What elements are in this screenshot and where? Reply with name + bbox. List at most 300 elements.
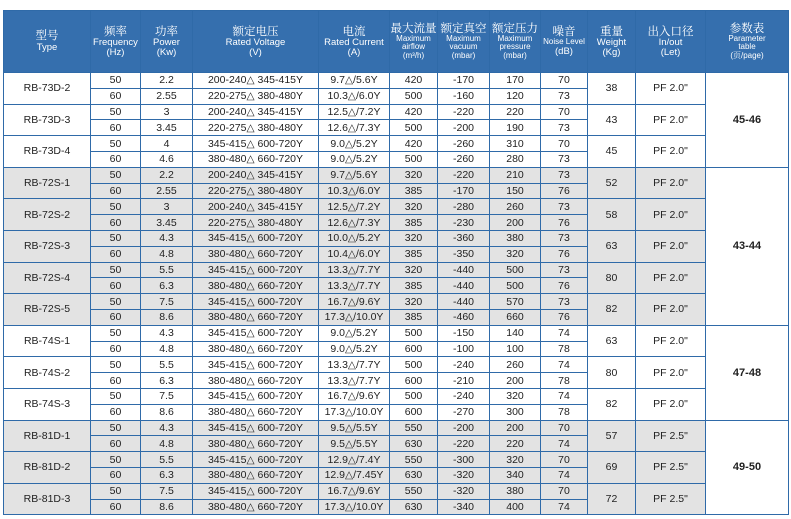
cell-pressure: 400	[490, 499, 541, 515]
inout-cell: PF 2.0"	[636, 230, 706, 262]
header-vacuum-en2: vacuum	[449, 42, 478, 52]
weight-cell: 80	[588, 262, 636, 294]
cell-power: 8.6	[141, 309, 193, 325]
cell-power: 8.6	[141, 404, 193, 420]
header-type-en: Type	[36, 41, 58, 53]
cell-pressure: 150	[490, 183, 541, 199]
header-airflow-unit: (m³/h)	[402, 50, 425, 60]
header-vacuum-cn: 额定真空	[440, 22, 487, 35]
cell-airflow: 550	[390, 420, 438, 436]
cell-power: 6.3	[141, 373, 193, 389]
cell-freq: 50	[91, 452, 141, 468]
cell-power: 6.3	[141, 467, 193, 483]
header-pressure-en2: pressure	[499, 42, 531, 52]
model-type-cell: RB-81D-1	[4, 420, 91, 452]
header-inout-unit: (Let)	[660, 46, 681, 58]
cell-freq: 50	[91, 388, 141, 404]
cell-power: 5.5	[141, 357, 193, 373]
cell-airflow: 320	[390, 167, 438, 183]
cell-noise: 70	[541, 104, 588, 120]
cell-vacuum: -100	[438, 341, 490, 357]
cell-freq: 50	[91, 262, 141, 278]
cell-pressure: 210	[490, 167, 541, 183]
cell-pressure: 260	[490, 357, 541, 373]
model-type-cell: RB-74S-2	[4, 357, 91, 389]
cell-current: 17.3△/10.0Y	[319, 404, 390, 420]
cell-vacuum: -280	[438, 199, 490, 215]
cell-vacuum: -200	[438, 420, 490, 436]
cell-power: 8.6	[141, 499, 193, 515]
table-row	[4, 357, 789, 373]
cell-noise: 70	[541, 420, 588, 436]
cell-airflow: 630	[390, 467, 438, 483]
weight-cell: 38	[588, 73, 636, 105]
cell-power: 2.2	[141, 167, 193, 183]
cell-airflow: 385	[390, 246, 438, 262]
cell-vacuum: -210	[438, 373, 490, 389]
cell-freq: 60	[91, 499, 141, 515]
cell-noise: 76	[541, 278, 588, 294]
header-vacuum-en1: Maximum	[446, 33, 481, 43]
header-pressure-en1: Maximum	[497, 33, 533, 43]
table-row	[4, 325, 789, 341]
cell-current: 12.6△/7.3Y	[319, 215, 390, 231]
cell-noise: 74	[541, 467, 588, 483]
cell-freq: 50	[91, 104, 141, 120]
cell-freq: 60	[91, 215, 141, 231]
cell-voltage: 345-415△ 600-720Y	[193, 452, 319, 468]
table-row	[4, 199, 789, 215]
cell-freq: 60	[91, 246, 141, 262]
cell-current: 10.3△/6.0Y	[319, 88, 390, 104]
header-current-unit: (A)	[347, 46, 361, 58]
cell-noise: 73	[541, 230, 588, 246]
header-voltage-en: Rated Voltage	[225, 36, 286, 48]
model-type-cell: RB-73D-3	[4, 104, 91, 136]
cell-current: 16.7△/9.6Y	[319, 294, 390, 310]
cell-voltage: 200-240△ 345-415Y	[193, 73, 319, 89]
cell-pressure: 190	[490, 120, 541, 136]
cell-current: 9.7△/5.6Y	[319, 73, 390, 89]
cell-freq: 50	[91, 325, 141, 341]
cell-vacuum: -240	[438, 357, 490, 373]
header-current-cn: 电流	[342, 25, 366, 38]
header-noise-unit: (dB)	[555, 45, 573, 57]
inout-cell: PF 2.0"	[636, 325, 706, 357]
cell-vacuum: -300	[438, 452, 490, 468]
cell-airflow: 500	[390, 388, 438, 404]
cell-freq: 50	[91, 420, 141, 436]
header-frequency-cn: 频率	[104, 25, 127, 38]
cell-airflow: 420	[390, 73, 438, 89]
cell-voltage: 220-275△ 380-480Y	[193, 215, 319, 231]
header-inout-cn: 出入口径	[647, 25, 694, 38]
cell-airflow: 385	[390, 183, 438, 199]
header-weight-cn: 重量	[600, 25, 623, 38]
cell-vacuum: -200	[438, 120, 490, 136]
cell-freq: 60	[91, 151, 141, 167]
header-frequency-en: Frequency	[93, 36, 138, 48]
cell-power: 4.8	[141, 341, 193, 357]
header-vacuum	[438, 11, 490, 73]
cell-vacuum: -320	[438, 483, 490, 499]
cell-current: 10.0△/5.2Y	[319, 230, 390, 246]
cell-power: 3.45	[141, 215, 193, 231]
cell-pressure: 100	[490, 341, 541, 357]
inout-cell: PF 2.5"	[636, 483, 706, 515]
cell-noise: 76	[541, 246, 588, 262]
cell-noise: 70	[541, 73, 588, 89]
cell-power: 5.5	[141, 452, 193, 468]
inout-cell: PF 2.0"	[636, 167, 706, 199]
cell-vacuum: -270	[438, 404, 490, 420]
cell-voltage: 345-415△ 600-720Y	[193, 388, 319, 404]
weight-cell: 58	[588, 199, 636, 231]
header-voltage-unit: (V)	[249, 46, 262, 58]
cell-voltage: 380-480△ 660-720Y	[193, 499, 319, 515]
header-pressure-unit: (mbar)	[503, 50, 527, 60]
cell-power: 4.8	[141, 246, 193, 262]
cell-voltage: 345-415△ 600-720Y	[193, 230, 319, 246]
cell-pressure: 320	[490, 452, 541, 468]
cell-airflow: 600	[390, 341, 438, 357]
model-type-cell: RB-74S-3	[4, 388, 91, 420]
model-type-cell: RB-74S-1	[4, 325, 91, 357]
cell-freq: 50	[91, 199, 141, 215]
cell-noise: 76	[541, 309, 588, 325]
model-type-cell: RB-72S-1	[4, 167, 91, 199]
weight-cell: 82	[588, 388, 636, 420]
header-power-unit: (Kw)	[156, 46, 177, 58]
inout-cell: PF 2.0"	[636, 104, 706, 136]
cell-freq: 60	[91, 309, 141, 325]
cell-voltage: 345-415△ 600-720Y	[193, 483, 319, 499]
cell-current: 13.3△/7.7Y	[319, 278, 390, 294]
model-type-cell: RB-81D-2	[4, 452, 91, 484]
cell-voltage: 380-480△ 660-720Y	[193, 467, 319, 483]
header-airflow-en1: Maximum	[396, 33, 431, 43]
cell-pressure: 280	[490, 151, 541, 167]
header-current-en: Rated Current	[324, 36, 384, 48]
weight-cell: 82	[588, 294, 636, 326]
cell-power: 7.5	[141, 483, 193, 499]
header-voltage-cn: 额定电压	[232, 25, 279, 38]
cell-freq: 50	[91, 136, 141, 152]
cell-power: 3	[141, 104, 193, 120]
header-param-en2: table	[738, 42, 756, 52]
cell-vacuum: -460	[438, 309, 490, 325]
cell-current: 12.9△/7.4Y	[319, 452, 390, 468]
header-frequency	[91, 11, 141, 73]
cell-airflow: 630	[390, 499, 438, 515]
header-weight-unit: (Kg)	[602, 46, 621, 58]
cell-freq: 50	[91, 73, 141, 89]
cell-freq: 50	[91, 230, 141, 246]
cell-vacuum: -150	[438, 325, 490, 341]
cell-noise: 78	[541, 373, 588, 389]
inout-cell: PF 2.0"	[636, 199, 706, 231]
cell-voltage: 380-480△ 660-720Y	[193, 436, 319, 452]
cell-pressure: 220	[490, 436, 541, 452]
table-row	[4, 294, 789, 310]
cell-airflow: 320	[390, 199, 438, 215]
cell-vacuum: -340	[438, 499, 490, 515]
cell-vacuum: -170	[438, 73, 490, 89]
header-pressure	[490, 11, 541, 73]
model-type-cell: RB-72S-5	[4, 294, 91, 326]
weight-cell: 57	[588, 420, 636, 452]
cell-power: 4	[141, 136, 193, 152]
weight-cell: 43	[588, 104, 636, 136]
cell-power: 2.55	[141, 88, 193, 104]
cell-current: 12.5△/7.2Y	[319, 104, 390, 120]
model-type-cell: RB-81D-3	[4, 483, 91, 515]
cell-current: 16.7△/9.6Y	[319, 388, 390, 404]
cell-noise: 74	[541, 357, 588, 373]
cell-noise: 73	[541, 151, 588, 167]
cell-pressure: 140	[490, 325, 541, 341]
cell-current: 9.0△/5.2Y	[319, 136, 390, 152]
cell-current: 9.0△/5.2Y	[319, 325, 390, 341]
cell-current: 13.3△/7.7Y	[319, 262, 390, 278]
cell-airflow: 600	[390, 373, 438, 389]
cell-voltage: 220-275△ 380-480Y	[193, 88, 319, 104]
table-body	[4, 73, 789, 515]
cell-noise: 76	[541, 183, 588, 199]
cell-noise: 74	[541, 388, 588, 404]
cell-noise: 73	[541, 199, 588, 215]
cell-voltage: 345-415△ 600-720Y	[193, 357, 319, 373]
header-parameter-table	[706, 11, 789, 73]
cell-power: 7.5	[141, 388, 193, 404]
inout-cell: PF 2.0"	[636, 357, 706, 389]
cell-freq: 60	[91, 341, 141, 357]
cell-current: 16.7△/9.6Y	[319, 483, 390, 499]
cell-airflow: 550	[390, 452, 438, 468]
header-vacuum-unit: (mbar)	[451, 50, 476, 60]
header-frequency-unit: (Hz)	[106, 46, 125, 58]
parameter-table	[3, 10, 789, 515]
cell-vacuum: -240	[438, 388, 490, 404]
cell-pressure: 170	[490, 73, 541, 89]
table-row	[4, 262, 789, 278]
cell-airflow: 500	[390, 151, 438, 167]
cell-power: 4.3	[141, 420, 193, 436]
cell-current: 13.3△/7.7Y	[319, 373, 390, 389]
cell-airflow: 550	[390, 483, 438, 499]
cell-vacuum: -230	[438, 215, 490, 231]
table-row	[4, 136, 789, 152]
cell-voltage: 345-415△ 600-720Y	[193, 136, 319, 152]
cell-power: 6.3	[141, 278, 193, 294]
cell-noise: 70	[541, 136, 588, 152]
cell-voltage: 380-480△ 660-720Y	[193, 278, 319, 294]
inout-cell: PF 2.0"	[636, 136, 706, 168]
header-current	[319, 11, 390, 73]
header-inout-en: In/out	[658, 36, 683, 48]
cell-voltage: 380-480△ 660-720Y	[193, 341, 319, 357]
cell-vacuum: -440	[438, 278, 490, 294]
cell-voltage: 220-275△ 380-480Y	[193, 120, 319, 136]
cell-noise: 78	[541, 341, 588, 357]
cell-noise: 73	[541, 120, 588, 136]
cell-freq: 50	[91, 167, 141, 183]
model-type-cell: RB-72S-3	[4, 230, 91, 262]
cell-vacuum: -220	[438, 436, 490, 452]
table-row	[4, 73, 789, 89]
cell-pressure: 320	[490, 388, 541, 404]
inout-cell: PF 2.0"	[636, 388, 706, 420]
cell-current: 17.3△/10.0Y	[319, 309, 390, 325]
cell-current: 9.0△/5.2Y	[319, 341, 390, 357]
cell-freq: 50	[91, 483, 141, 499]
cell-pressure: 200	[490, 215, 541, 231]
cell-voltage: 200-240△ 345-415Y	[193, 199, 319, 215]
model-type-cell: RB-73D-2	[4, 73, 91, 105]
cell-current: 12.6△/7.3Y	[319, 120, 390, 136]
header-row	[4, 11, 789, 73]
cell-pressure: 120	[490, 88, 541, 104]
page-ref-cell: 49-50	[706, 420, 789, 515]
cell-freq: 60	[91, 404, 141, 420]
cell-pressure: 340	[490, 467, 541, 483]
table-row	[4, 388, 789, 404]
model-type-cell: RB-73D-4	[4, 136, 91, 168]
header-weight-en: Weight	[596, 36, 627, 48]
cell-airflow: 320	[390, 262, 438, 278]
header-type	[4, 11, 91, 73]
cell-power: 4.3	[141, 230, 193, 246]
cell-freq: 60	[91, 467, 141, 483]
cell-pressure: 200	[490, 420, 541, 436]
cell-freq: 60	[91, 88, 141, 104]
cell-pressure: 300	[490, 404, 541, 420]
cell-voltage: 345-415△ 600-720Y	[193, 294, 319, 310]
table-row	[4, 452, 789, 468]
cell-power: 2.55	[141, 183, 193, 199]
cell-current: 12.5△/7.2Y	[319, 199, 390, 215]
weight-cell: 69	[588, 452, 636, 484]
cell-airflow: 630	[390, 436, 438, 452]
cell-freq: 50	[91, 294, 141, 310]
header-airflow-en2: airflow	[401, 42, 426, 52]
cell-power: 7.5	[141, 294, 193, 310]
table-row	[4, 104, 789, 120]
cell-voltage: 200-240△ 345-415Y	[193, 167, 319, 183]
header-noise-cn: 噪音	[552, 26, 576, 39]
cell-airflow: 385	[390, 278, 438, 294]
header-inout	[636, 11, 706, 73]
cell-pressure: 220	[490, 104, 541, 120]
cell-noise: 76	[541, 215, 588, 231]
cell-pressure: 500	[490, 278, 541, 294]
header-noise-en: Noise Level	[543, 37, 585, 47]
cell-voltage: 380-480△ 660-720Y	[193, 404, 319, 420]
cell-voltage: 380-480△ 660-720Y	[193, 373, 319, 389]
weight-cell: 63	[588, 230, 636, 262]
inout-cell: PF 2.0"	[636, 294, 706, 326]
cell-pressure: 260	[490, 199, 541, 215]
cell-current: 12.9△/7.45Y	[319, 467, 390, 483]
cell-freq: 60	[91, 373, 141, 389]
header-airflow-cn: 最大流量	[390, 22, 437, 35]
cell-freq: 60	[91, 183, 141, 199]
cell-power: 4.3	[141, 325, 193, 341]
cell-voltage: 200-240△ 345-415Y	[193, 104, 319, 120]
cell-current: 9.5△/5.5Y	[319, 420, 390, 436]
cell-vacuum: -440	[438, 294, 490, 310]
cell-noise: 73	[541, 262, 588, 278]
cell-power: 2.2	[141, 73, 193, 89]
cell-vacuum: -350	[438, 246, 490, 262]
page-ref-cell: 47-48	[706, 325, 789, 420]
header-airflow	[390, 11, 438, 73]
spec-table-container	[3, 10, 789, 515]
header-type-cn: 型号	[35, 30, 59, 43]
header-pressure-cn: 额定压力	[492, 22, 538, 35]
cell-vacuum: -220	[438, 104, 490, 120]
inout-cell: PF 2.5"	[636, 452, 706, 484]
weight-cell: 63	[588, 325, 636, 357]
cell-current: 9.7△/5.6Y	[319, 167, 390, 183]
cell-pressure: 200	[490, 373, 541, 389]
cell-vacuum: -320	[438, 467, 490, 483]
header-weight	[588, 11, 636, 73]
header-power-en: Power	[153, 36, 180, 48]
cell-current: 10.3△/6.0Y	[319, 183, 390, 199]
cell-noise: 70	[541, 483, 588, 499]
cell-vacuum: -170	[438, 183, 490, 199]
model-type-cell: RB-72S-4	[4, 262, 91, 294]
weight-cell: 72	[588, 483, 636, 515]
cell-noise: 78	[541, 404, 588, 420]
cell-freq: 60	[91, 278, 141, 294]
header-voltage	[193, 11, 319, 73]
cell-current: 10.4△/6.0Y	[319, 246, 390, 262]
cell-voltage: 345-415△ 600-720Y	[193, 262, 319, 278]
cell-airflow: 420	[390, 104, 438, 120]
cell-power: 5.5	[141, 262, 193, 278]
cell-voltage: 345-415△ 600-720Y	[193, 420, 319, 436]
weight-cell: 52	[588, 167, 636, 199]
cell-voltage: 380-480△ 660-720Y	[193, 246, 319, 262]
weight-cell: 45	[588, 136, 636, 168]
cell-airflow: 500	[390, 325, 438, 341]
model-type-cell: RB-72S-2	[4, 199, 91, 231]
cell-pressure: 380	[490, 230, 541, 246]
inout-cell: PF 2.5"	[636, 420, 706, 452]
page-ref-cell: 43-44	[706, 167, 789, 325]
table-row	[4, 420, 789, 436]
cell-power: 4.8	[141, 436, 193, 452]
cell-airflow: 320	[390, 230, 438, 246]
inout-cell: PF 2.0"	[636, 73, 706, 105]
header-param-en1: Parameter	[728, 33, 766, 43]
cell-voltage: 220-275△ 380-480Y	[193, 183, 319, 199]
table-row	[4, 483, 789, 499]
cell-airflow: 385	[390, 309, 438, 325]
cell-freq: 60	[91, 436, 141, 452]
cell-freq: 60	[91, 120, 141, 136]
cell-noise: 74	[541, 436, 588, 452]
header-param-cn: 参数表	[729, 22, 765, 35]
header-noise	[541, 11, 588, 73]
cell-airflow: 320	[390, 294, 438, 310]
weight-cell: 80	[588, 357, 636, 389]
cell-pressure: 320	[490, 246, 541, 262]
cell-vacuum: -160	[438, 88, 490, 104]
cell-airflow: 500	[390, 88, 438, 104]
